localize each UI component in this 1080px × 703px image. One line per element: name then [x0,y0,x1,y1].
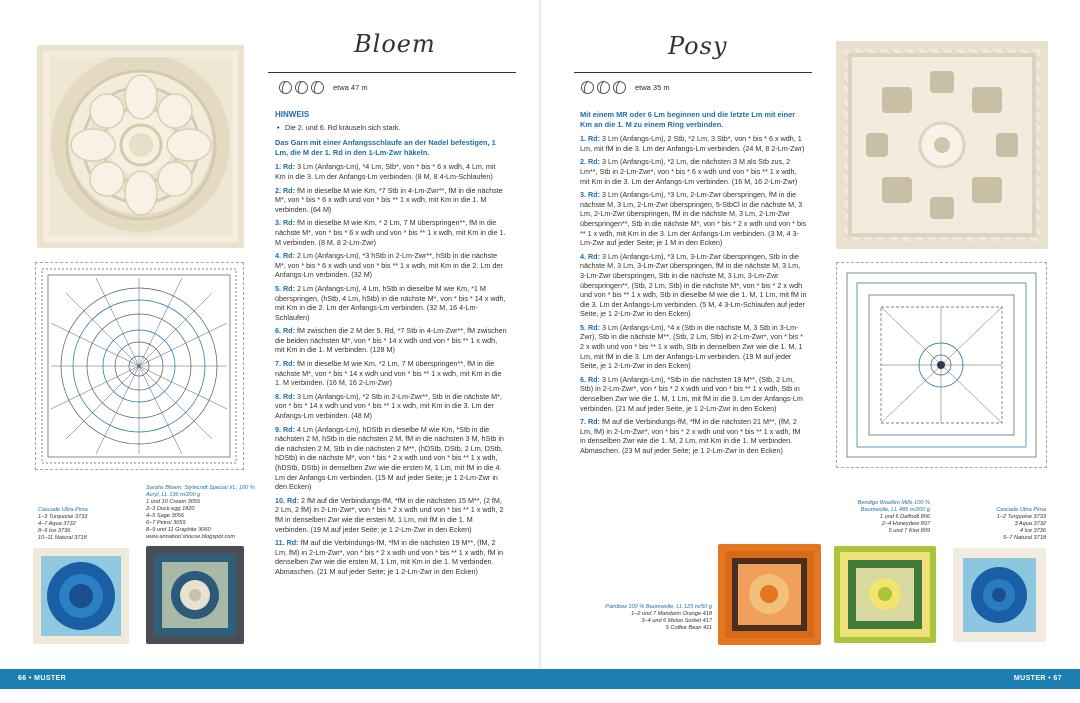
bloem-caption-cascade [38,507,130,542]
yarn-ball-icon [295,81,308,94]
bloem-yarn-info [279,81,368,94]
posy-caption-cascade [970,507,1046,542]
hinweis-bullet: • Die 2. und 6. Rd kräuseln sich stark. [275,123,507,133]
footer-left-page-label: 66 • MUSTER [18,675,67,682]
caption-line: www.annaboo'shouse.blogspot.com [146,534,236,540]
caption-line: 1–2 Turquoise 3733 [996,514,1046,520]
caption-line: 4–5 Sage 3056 [146,513,184,519]
posy-yarn-info [581,81,670,94]
round-paragraph: 7. Rd: fM in dieselbe M wie Km, *2 Lm, 7 M überspringen**, fM in die nächste M*, von * bis * 14 x wdh und von * bis ** 1 x wdh, mit Km in die 1. M verbinden. (16 M, 16 2-Lm-Zwr) [275,359,502,388]
posy-lime-square-photo [834,546,936,643]
posy-caption-paintbox [600,604,712,632]
bloem-crochet-chart [35,262,244,470]
posy-turquoise-square-photo [953,548,1046,642]
hinweis-heading: HINWEIS [275,110,310,119]
bloem-title-rule [268,72,516,73]
round-paragraph: 9. Rd: 4 Lm (Anfangs-Lm), hDStb in dieselbe M wie Km, *Stb in die nächsten 2 M, hStb in die nächsten 2 M, fM in die nächsten 3 M, hStb in die nächsten 2 M, Stb in die nächsten 2 M**, (hDStb, DStb, 2 Lm, DStb, hDStb) in die nächste M*, von * bis * 2 x wdh und von * bis ** 1 x wdh, (hDStb, DStb) in denselben Zwr wie die ersten M, 1 Lm, mit fM in die 4. Lm der Anfangs-Lm verbinden. (15 M auf jeder Seite; je 1 2-Lm-Zwr in den Ecken) [275,424,504,492]
caption-brand: Sarahs Bloem, Stylecraft Special XL, 100 % Acryl, LL 136 m/200 g [146,485,255,498]
posy-title: Posy [668,32,728,60]
posy-crochet-chart [836,262,1047,468]
caption-line: 10–11 Natural 3718 [38,535,87,541]
caption-line: 2–4 Honeydew 897 [881,521,930,527]
round-paragraph: 3. Rd: fM in dieselbe M wie Km, * 2 Lm, 7 M überspringen**, fM in die nächste M*, von * bis * 6 x wdh und von * bis ** 1 x wdh, mit Km in die 1. M verbinden. (8 M, 8 2-Lm-Zwr) [275,218,506,247]
caption-line: 3–4 und 6 Melon Sorbet 417 [641,618,712,624]
caption-brand: Cascade Ultra Pima [38,507,88,513]
round-paragraph: 10. Rd: 2 fM auf die Verbindungs-fM, *fM in die nächsten 15 M**, (2 fM, 2 Lm, 2 fM) in 2-Lm-Zwr*, von * bis * 2 x wdh und von * bis ** 1 x wdh, 2 fM in denselben Zwr wie die ersten M, 1 Lm, mit fM in die 1. M verbinden. (19 M auf jeder Seite; je 1 2-Lm-Zwr in den Ecken) [275,495,504,534]
caption-line: 5 und 7 Kiwi 809 [888,528,930,534]
caption-line: 8–9 Ice 3736 [38,528,71,534]
caption-brand: Bendigo Woollen Mills 100 % Baumwolle, LL 485 m/200 g [857,500,930,513]
caption-line: 4–7 Aqua 3732 [38,521,76,527]
round-paragraph: 4. Rd: 2 Lm (Anfangs-Lm), *3 hStb in 2-Lm-Zwr**, hStb in die nächste M*, von * bis * 6 x wdh und von * bis ** 1 x wdh, mit Km in die 2. Lm der Anfangs-Lm verbinden. (32 M) [275,251,503,280]
footer-bar [0,669,1080,689]
posy-lace-motif [836,41,1048,249]
yarn-amount: etwa 35 m [635,83,670,92]
round-paragraph: 5. Rd: 3 Lm (Anfangs-Lm), *4 x (Stb in die nächste M, 3 Stb in 3-Lm-Zwr), Stb in die nächste M**, (Stb, 2 Lm, Stb) in 2-Lm-Zwr*, von * bis * 2 x wdh und von * bis ** 1 x wdh, Stb in denselben Zwr wie die 1. M, 1 Lm, mit fM in die 3. Lm der Anfangs-Lm verbinden. (19 M auf jeder Seite, je 1 2-Lm-Zwr in den Ecken) [580,322,803,371]
caption-line: 1 und 6 Daffodil 806 [879,514,930,520]
caption-line: 3 Aqua 3732 [1014,521,1046,527]
caption-line: 2–3 Duck egg 1820 [146,506,195,512]
bloem-turquoise-square-photo [33,548,129,644]
yarn-ball-icon [613,81,626,94]
round-paragraph: 5. Rd: 2 Lm (Anfangs-Lm), 4 Lm, hStb in dieselbe M wie Km, *1 M überspringen, (hStb, 4 Lm, hStb) in die nächste M*, von * bis * 14 x wdh, mit Km in die 2. Lm der Anfangs-Lm verbinden. (32 M, 16 4-Lm-Schlaufen) [275,283,506,322]
posy-cream-square-photo [836,41,1048,249]
bloem-flower-motif [37,45,244,248]
page-gutter [538,0,542,669]
bloem-caption-stylecraft [146,485,256,541]
caption-brand: Paintbox 100 % Baumwolle, LL 125 m/50 g [605,604,712,610]
caption-line: 6–7 Petrol 3059 [146,520,186,526]
round-paragraph: 2. Rd: fM in dieselbe M wie Km, *7 Stb in 4-Lm-Zwr**, fM in die nächste M*, von * bis * 6 x wdh und von * bis ** 1 x wdh, mit Km in die 1. M verbinden. (64 M) [275,185,503,214]
caption-line: 4 Ice 3736 [1019,528,1046,534]
posy-instructions [580,110,808,460]
yarn-ball-icon [581,81,594,94]
bloem-cream-square-photo [37,45,244,248]
caption-line: 5 Coffee Bean 411 [665,625,712,631]
round-paragraph: 2. Rd: 3 Lm (Anfangs-Lm), *2 Lm, die nächsten 3 M als Stb zus, 2 Lm**, Stb in 2-Lm-Zwr*, von * bis * 6 x wdh und von * bis ** 1 x wdh, mit Km in die 3. Lm der Anfangs-Lm verbinden. (16 M, 16 2-Lm-Zwr) [580,157,798,186]
caption-line: 1–2 und 7 Mandarin Orange 418 [631,611,712,617]
posy-title-rule [574,72,812,73]
round-paragraph: 8. Rd: 3 Lm (Anfangs-Lm), *2 Stb in 2-Lm-Zwr**, Stb in die nächste M*, von * bis * 14 x wdh und von * bis ** 1 x wdh, mit Km in die 3. Lm der Anfangs-Lm verbinden. (48 M) [275,391,502,421]
round-paragraph: 6. Rd: fM zwischen die 2 M der 5. Rd, *7 Stb in 4-Lm-Zwr**, fM zwischen die beiden nächsten M*, von * bis * 14 x wdh und von * bis ** 1 x wdh, mit Km in die 1. M verbinden. (128 M) [275,326,507,355]
bloem-title: Bloem [354,30,436,58]
caption-line: 5–7 Natural 3718 [1003,535,1046,541]
posy-orange-square-photo [718,544,821,645]
caption-brand: Cascade Ultra Pima [996,507,1046,513]
round-paragraph: 7. Rd: fM auf die Verbindungs-fM, *fM in die nächsten 21 M**, (fM, 2 Lm, fM) in 2-Lm-Zwr*, von * bis * 2 x wdh und von * bis ** 1 x wdh, fM in denselben Zwr wie die 1. M, 2 Lm, mit Km in die 1. M verbinden. Abmaschen. (23 M auf jeder Seite; je 1 2-Lm-Zwr in den Ecken) [580,417,801,455]
intro-text: Das Garn mit einer Anfangsschlaufe an der Nadel befestigen, 1 Lm, die M der 1. Rd in den 1-Lm-Zwr häkeln. [275,138,496,157]
yarn-amount: etwa 47 m [333,83,368,92]
intro-text: Mit einem MR oder 6 Lm beginnen und die letzte Lm mit einer Km an die 1. M zu einem Ring verbinden. [580,110,796,129]
round-paragraph: 3. Rd: 3 Lm (Anfangs-Lm), *3 Lm, 2-Lm-Zwr überspringen, fM in die nächste M, 3 Lm, 2-Lm-Zwr überspringen, 5-StbCl in die nächste M, 3 Lm, 2-Lm-Zwr überspringen, fM in die nächste M, 3 Lm, 2-Lm-Zwr überspringen**, Stb in die nächste M*, von * bis * 2 x wdh und von * bis ** 1 x wdh, mit Km in die 3. Lm der Anfangs-Lm verbinden. (3 M, 4 3-Lm-Zwr auf jeder Seite; je 1 M in den Ecken) [580,190,807,248]
caption-line: 1–3 Turquoise 3733 [38,514,88,520]
round-paragraph: 6. Rd: 3 Lm (Anfangs-Lm), *Stb in die nächsten 19 M**, (Stb, 2 Lm, Stb) in 2-Lm-Zwr*, von * bis * 2 x wdh und von * bis ** 1 x wdh, Stb in denselben Zwr wie die 1. M, 1 Lm, mit fM in die 3. Lm der Anfangs-Lm verbinden. (21 M auf jeder Seite, je 1 2-Lm-Zwr in den Ecken) [580,374,803,413]
caption-line: 8–9 und 11 Graphite 3060 [146,527,211,533]
caption-line: 1 und 10 Cream 3055 [146,499,201,505]
round-paragraph: 1. Rd: 3 Lm (Anfangs-Lm), 2 Stb, *2 Lm, 3 Stb*, von * bis * 6 x wdh, 1 Lm, mit fM in die 3. Lm der Anfangs-Lm verbinden. (24 M, 8 2-Lm-Zwr) [580,134,805,153]
yarn-ball-icon [597,81,610,94]
round-paragraph: 4. Rd: 3 Lm (Anfangs-Lm), *3 Lm, 3-Lm-Zwr überspringen, Stb in die nächste M, 3 Lm, 3-Lm-Zwr überspringen, fM in die nächste M, 3 Lm, 3-Lm-Zwr überspringen, Stb in die nächste M, 3 Lm, 3-Lm-Zwr überspringen**, (Stb, 2 Lm, Stb) in die nächste M*, von * bis * 2 x wdh und von * bis ** 1 x wdh, Stb in dieselbe M wie die 1. M, 1 Lm, mit fM in die 3. Lm der Anfangs-Lm verbinden. (5 M, 4 3-Lm-Schlaufen auf jeder Seite, je 1 2-Lm-Zwr in den Ecken) [580,251,807,319]
posy-caption-bendigo [840,500,930,535]
yarn-ball-icon [311,81,324,94]
bloem-instructions [275,110,507,581]
round-paragraph: 11. Rd: fM auf die Verbindungs-fM, *fM in die nächsten 19 M**, (fM, 2 Lm, fM) in 2-Lm-Zwr*, von * bis * 2 x wdh und von * bis ** 1 x wdh, fM in denselben Zwr wie die ersten M, 1 Lm, mit Km in die 1. M verbinden. Abmaschen. (21 M auf jeder Seite; je 1 2-Lm-Zwr in den Ecken) [275,538,504,576]
round-paragraph: 1. Rd: 3 Lm (Anfangs-Lm), *4 Lm, Stb*, von * bis * 6 x wdh, 4 Lm, mit Km in die 3. Lm der Anfangs-Lm verbinden. (8 M, 8 4-Lm-Schlaufen) [275,162,496,181]
bloem-grey-square-photo [146,546,244,644]
footer-right-page-label: MUSTER • 67 [1013,675,1062,682]
yarn-ball-icon [279,81,292,94]
